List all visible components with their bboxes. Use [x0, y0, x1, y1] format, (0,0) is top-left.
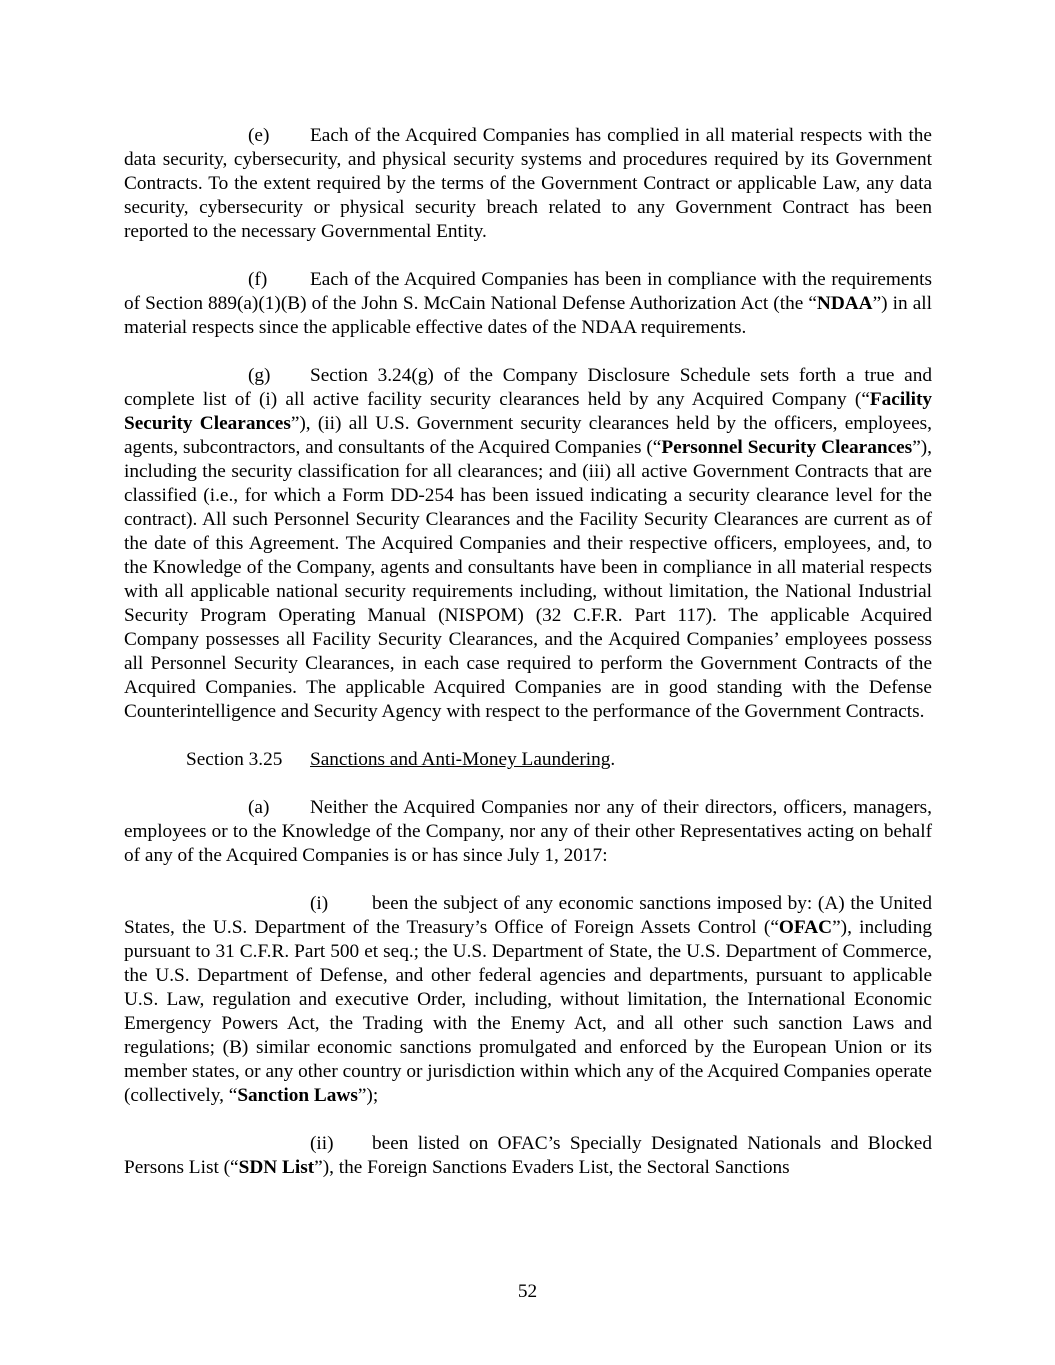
- defined-term: Personnel Security Clearances: [661, 437, 913, 458]
- paragraph-text: Neither the Acquired Companies nor any of their directors, officers, managers, employees or to the Knowledge of the Company, nor any of their other Representatives acting on behalf of any of the Acquired Companies is or has since July 1, 2017:: [124, 797, 932, 866]
- paragraph-label: (ii): [310, 1133, 334, 1154]
- paragraph-label: (g): [248, 365, 271, 386]
- paragraph-text: ”), (ii) all U.S. Government security clearances held by the officers, employees, agents, subcontractors, and consultants of the Acquired Companies (“: [124, 413, 932, 458]
- section-heading: [124, 748, 932, 772]
- paragraph-f: [124, 268, 932, 340]
- paragraph-g: [124, 364, 932, 724]
- paragraph-label: (a): [248, 797, 270, 818]
- page-number: 52: [517, 1281, 538, 1302]
- paragraph-text: Each of the Acquired Companies has been in compliance with the requirements of Section 889(a)(1)(B) of the John S. McCain National Defense Authorization Act (the “: [124, 269, 932, 314]
- defined-term: SDN List: [238, 1157, 315, 1178]
- paragraph-text: been the subject of any economic sanctions imposed by: (A) the United States, the U.S. Department of the Treasury’s Office of Foreign Assets Control (“: [124, 893, 932, 938]
- defined-term: NDAA: [816, 293, 873, 314]
- document-body: [124, 124, 932, 1180]
- defined-term: Sanction Laws: [237, 1085, 358, 1106]
- defined-term: Facility Security Clearances: [124, 389, 932, 434]
- defined-term: OFAC: [778, 917, 833, 938]
- paragraph-label: (e): [248, 125, 270, 146]
- paragraph-text: been listed on OFAC’s Specially Designated Nationals and Blocked Persons List (“: [124, 1133, 932, 1178]
- paragraph-text: Section 3.24(g) of the Company Disclosure Schedule sets forth a true and complete list of (i) all active facility security clearances held by any Acquired Company (“: [124, 365, 932, 410]
- paragraph-text: ”) in all material respects since the applicable effective dates of the NDAA requirements.: [124, 293, 932, 338]
- paragraph-label: (i): [310, 893, 329, 914]
- section-title: Sanctions and Anti-Money Laundering: [310, 749, 611, 770]
- paragraph-text: ”);: [357, 1085, 379, 1106]
- paragraph-text: ”), the Foreign Sanctions Evaders List, the Sectoral Sanctions: [314, 1157, 790, 1178]
- paragraph-i: [124, 892, 932, 1108]
- paragraph-a: [124, 796, 932, 868]
- section-title-end: .: [610, 749, 616, 770]
- paragraph-text: Each of the Acquired Companies has complied in all material respects with the data security, cybersecurity, and physical security systems and procedures required by its Government Contracts. To the extent required by the terms of the Government Contract or applicable Law, any data security, cybersecurity or physical security breach related to any Government Contract has been reported to the necessary Governmental Entity.: [124, 125, 932, 242]
- paragraph-text: ”), including pursuant to 31 C.F.R. Part 500 et seq.; the U.S. Department of State, the U.S. Department of Commerce, the U.S. Department of Defense, and other federal agencies and departments, pursuant to applicable U.S. Law, regulation and executive Order, including, without limitation, the International Economic Emergency Powers Act, the Trading with the Enemy Act, and all other such sanction Laws and regulations; (B) similar economic sanctions promulgated and enforced by the European Union or its member states, or any other country or jurisdiction within which any of the Acquired Companies operate (collectively, “: [124, 917, 932, 1106]
- paragraph-e: [124, 124, 932, 244]
- section-number: Section 3.25: [186, 749, 283, 770]
- paragraph-text: ”), including the security classification for all clearances; and (iii) all active Government Contracts that are classified (i.e., for which a Form DD-254 has been issued indicating a security clearance level for the contract). All such Personnel Security Clearances and the Facility Security Clearances are current as of the date of this Agreement. The Acquired Companies and their respective officers, employees, and, to the Knowledge of the Company, agents and consultants have been in compliance in all material respects with all applicable national security requirements including, without limitation, the National Industrial Security Program Operating Manual (NISPOM) (32 C.F.R. Part 117). The applicable Acquired Company possesses all Facility Security Clearances, and the Acquired Companies’ employees possess all Personnel Security Clearances, in each case required to perform the Government Contracts of the Acquired Companies. The applicable Acquired Companies are in good standing with the Defense Counterintelligence and Security Agency with respect to the performance of the Government Contracts.: [124, 437, 932, 722]
- paragraph-ii: [124, 1132, 932, 1180]
- paragraph-label: (f): [248, 269, 268, 290]
